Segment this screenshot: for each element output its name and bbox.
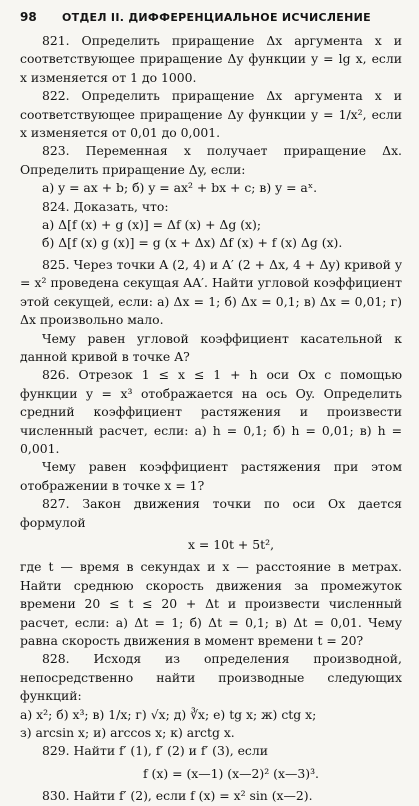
problem-823-options: а) y = ax + b; б) y = ax² + bx + c; в) y = aˣ. — [42, 180, 318, 196]
section-title: ОТДЕЛ II. ДИФФЕРЕНЦИАЛЬНОЕ ИСЧИСЛЕНИЕ — [62, 11, 371, 24]
problem-830: 830. Найти f′ (2), если f (x) = x² sin (x—2). — [42, 788, 313, 804]
problem-828: 828. Исходя из определения производной, непосредственно найти производные следующих функций: — [20, 651, 402, 704]
problem-text — [20, 32, 402, 806]
page-header — [20, 8, 400, 30]
formula-829: f (x) = (x—1) (x—2)² (x—3)³. — [143, 765, 319, 781]
problem-828-list-1: а) x²; б) x³; в) 1/x; г) √x; д) ∛x; е) tg x; ж) ctg x; — [20, 706, 317, 722]
formula-827: x = 10t + 5t², — [187, 536, 275, 552]
page-number: 98 — [20, 10, 37, 24]
problem-821: 821. Определить приращение Δx аргумента x и соответствующее приращение Δy функции y = lg x, если x изменяется от 1 до 1000. — [20, 33, 402, 85]
problem-829: 829. Найти f′ (1), f′ (2) и f′ (3), если — [42, 743, 268, 759]
problem-823: 823. Переменная x получает приращение Δx. Определить приращение Δy, если: — [20, 143, 402, 177]
problem-826: 826. Отрезок 1 ≤ x ≤ 1 + h оси Ox с помощью функции y = x³ отображается на ось Oy. Определить средний коэффициент растяжения и произвести численный расчет, если: а) h = 0,1; б) h = 0,01; в) h = 0,001. — [20, 367, 402, 456]
problem-824-b: б) Δ[f (x) g (x)] = g (x + Δx) Δf (x) + f (x) Δg (x). — [42, 235, 343, 251]
problem-827-text: где t — время в секундах и x — расстояние в метрах. Найти среднюю скорость движения за промежуток времени 20 ≤ t ≤ 20 + Δt и произвести численный расчет, если: а) Δt = 1; б) Δt = 0,1; в) Δt = 0,01. Чему равна скорость движения в момент времени t = 20? — [20, 559, 402, 648]
problem-827: 827. Закон движения точки по оси Ox дается формулой — [20, 496, 402, 530]
problem-825-question: Чему равен угловой коэффициент касательной к данной кривой в точке A? — [20, 330, 402, 364]
problem-825: 825. Через точки A (2, 4) и A′ (2 + Δx, 4 + Δy) кривой y = x² проведена секущая AA′. Найти угловой коэффициент этой секущей, если: а) Δx = 1; б) Δx = 0,1; в) Δx = 0,01; г) Δx произвольно мало. — [20, 256, 402, 328]
problem-824-a: а) Δ[f (x) + g (x)] = Δf (x) + Δg (x); — [42, 217, 262, 233]
problem-824: 824. Доказать, что: — [42, 198, 169, 214]
problem-826-question: Чему равен коэффициент растяжения при этом отображении в точке x = 1? — [20, 459, 402, 493]
problem-828-list-2: з) arcsin x; и) arccos x; к) arctg x. — [20, 725, 235, 741]
problem-822: 822. Определить приращение Δx аргумента x и соответствующее приращение Δy функции y = 1/x², если x изменяется от 0,01 до 0,001. — [20, 88, 402, 141]
